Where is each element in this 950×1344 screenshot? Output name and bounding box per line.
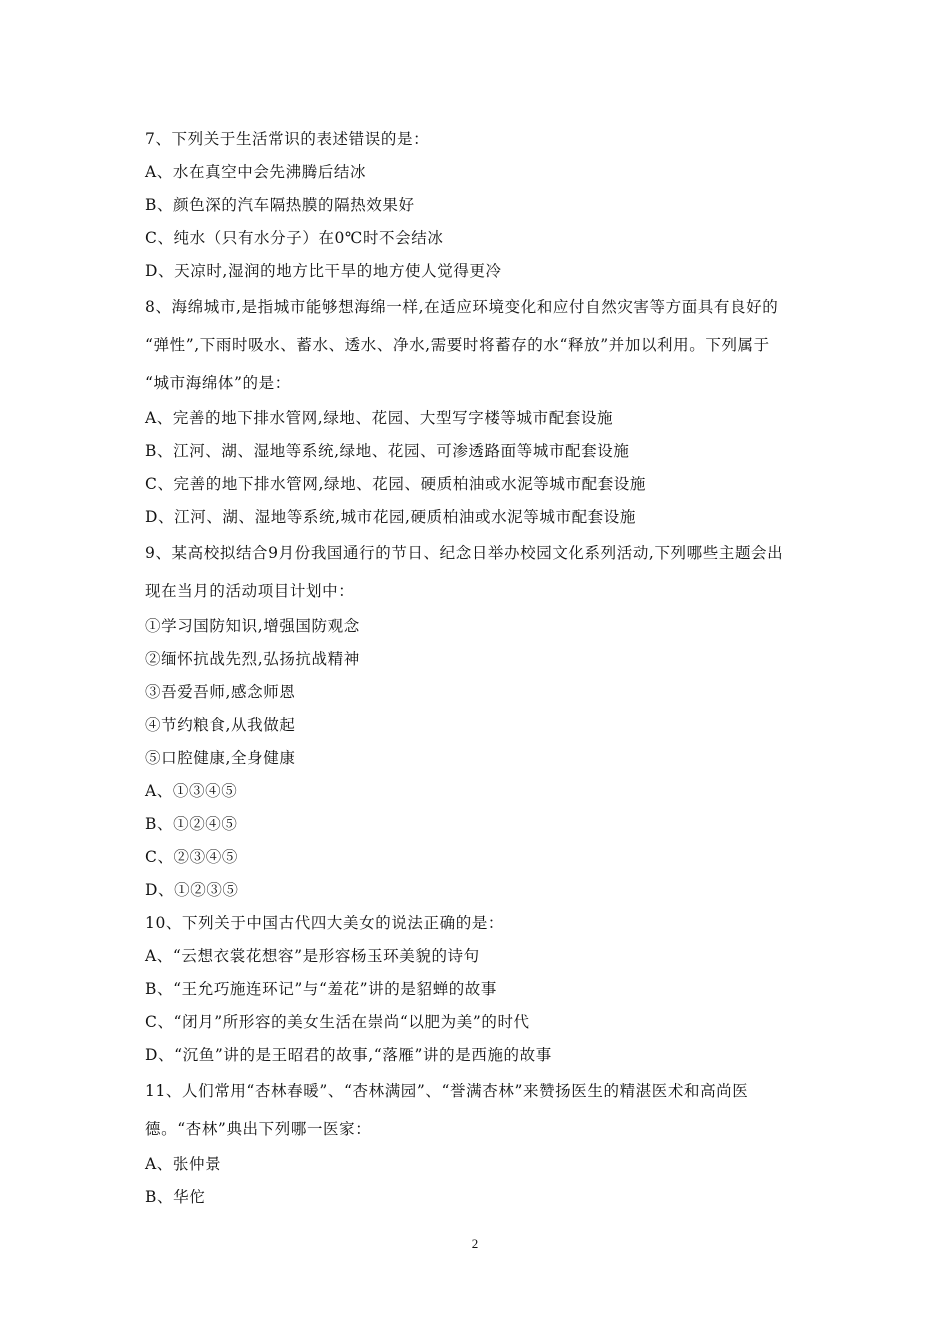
question-9-item-1: ①学习国防知识,增强国防观念 — [145, 617, 360, 635]
question-7-option-d: D、天凉时,湿润的地方比干旱的地方使人觉得更冷 — [145, 262, 502, 280]
question-10-option-a: A、“云想衣裳花想容”是形容杨玉环美貌的诗句 — [145, 947, 480, 965]
question-9-item-2: ②缅怀抗战先烈,弘扬抗战精神 — [145, 650, 360, 668]
question-8-option-b: B、江河、湖、湿地等系统,绿地、花园、可渗透路面等城市配套设施 — [145, 442, 630, 460]
question-8-option-a: A、完善的地下排水管网,绿地、花园、大型写字楼等城市配套设施 — [145, 409, 614, 427]
question-10-stem: 10、下列关于中国古代四大美女的说法正确的是： — [145, 914, 505, 932]
question-9-item-5: ⑤口腔健康,全身健康 — [145, 749, 296, 767]
question-11-stem-line-1: 11、人们常用“杏林春暖”、“杏林满园”、“誉满杏林”来赞扬医生的精湛医术和高尚医 — [145, 1082, 749, 1100]
question-9-item-4: ④节约粮食,从我做起 — [145, 716, 296, 734]
question-9-stem-line-1: 9、某高校拟结合9月份我国通行的节日、纪念日举办校园文化系列活动,下列哪些主题会出 — [145, 544, 784, 562]
question-7-option-a: A、水在真空中会先沸腾后结冰 — [145, 163, 367, 181]
page-number: 2 — [471, 1236, 479, 1251]
question-7-stem: 7、下列关于生活常识的表述错误的是： — [145, 130, 430, 148]
question-10-option-b: B、“王允巧施连环记”与“羞花”讲的是貂蝉的故事 — [145, 980, 497, 998]
question-9-item-3: ③吾爱吾师,感念师恩 — [145, 683, 296, 701]
question-9-option-b: B、①②④⑤ — [145, 815, 238, 833]
question-10-option-c: C、“闭月”所形容的美女生活在崇尚“以肥为美”的时代 — [145, 1013, 530, 1031]
question-8-option-d: D、江河、湖、湿地等系统,城市花园,硬质柏油或水泥等城市配套设施 — [145, 508, 636, 526]
question-7-option-b: B、颜色深的汽车隔热膜的隔热效果好 — [145, 196, 415, 214]
question-9-option-a: A、①③④⑤ — [145, 782, 238, 800]
question-9-stem-line-2: 现在当月的活动项目计划中： — [145, 582, 355, 600]
question-11-stem-line-2: 德。“杏林”典出下列哪一医家： — [145, 1120, 372, 1138]
question-list — [145, 123, 825, 1214]
question-8-option-c: C、完善的地下排水管网,绿地、花园、硬质柏油或水泥等城市配套设施 — [145, 475, 646, 493]
question-9-option-d: D、①②③⑤ — [145, 881, 239, 899]
question-8-stem-line-1: 8、海绵城市,是指城市能够想海绵一样,在适应环境变化和应付自然灾害等方面具有良好的 — [145, 298, 779, 316]
question-11-option-a: A、张仲景 — [145, 1155, 222, 1173]
question-9-option-c: C、②③④⑤ — [145, 848, 238, 866]
question-8-stem-line-3: “城市海绵体”的是： — [145, 374, 291, 392]
question-8-stem-line-2: “弹性”,下雨时吸水、蓄水、透水、净水,需要时将蓄存的水“释放”并加以利用。下列属于 — [145, 336, 770, 354]
question-11-option-b: B、华佗 — [145, 1188, 206, 1206]
question-10-option-d: D、“沉鱼”讲的是王昭君的故事,“落雁”讲的是西施的故事 — [145, 1046, 552, 1064]
question-7-option-c: C、纯水（只有水分子）在0℃时不会结冰 — [145, 229, 444, 247]
